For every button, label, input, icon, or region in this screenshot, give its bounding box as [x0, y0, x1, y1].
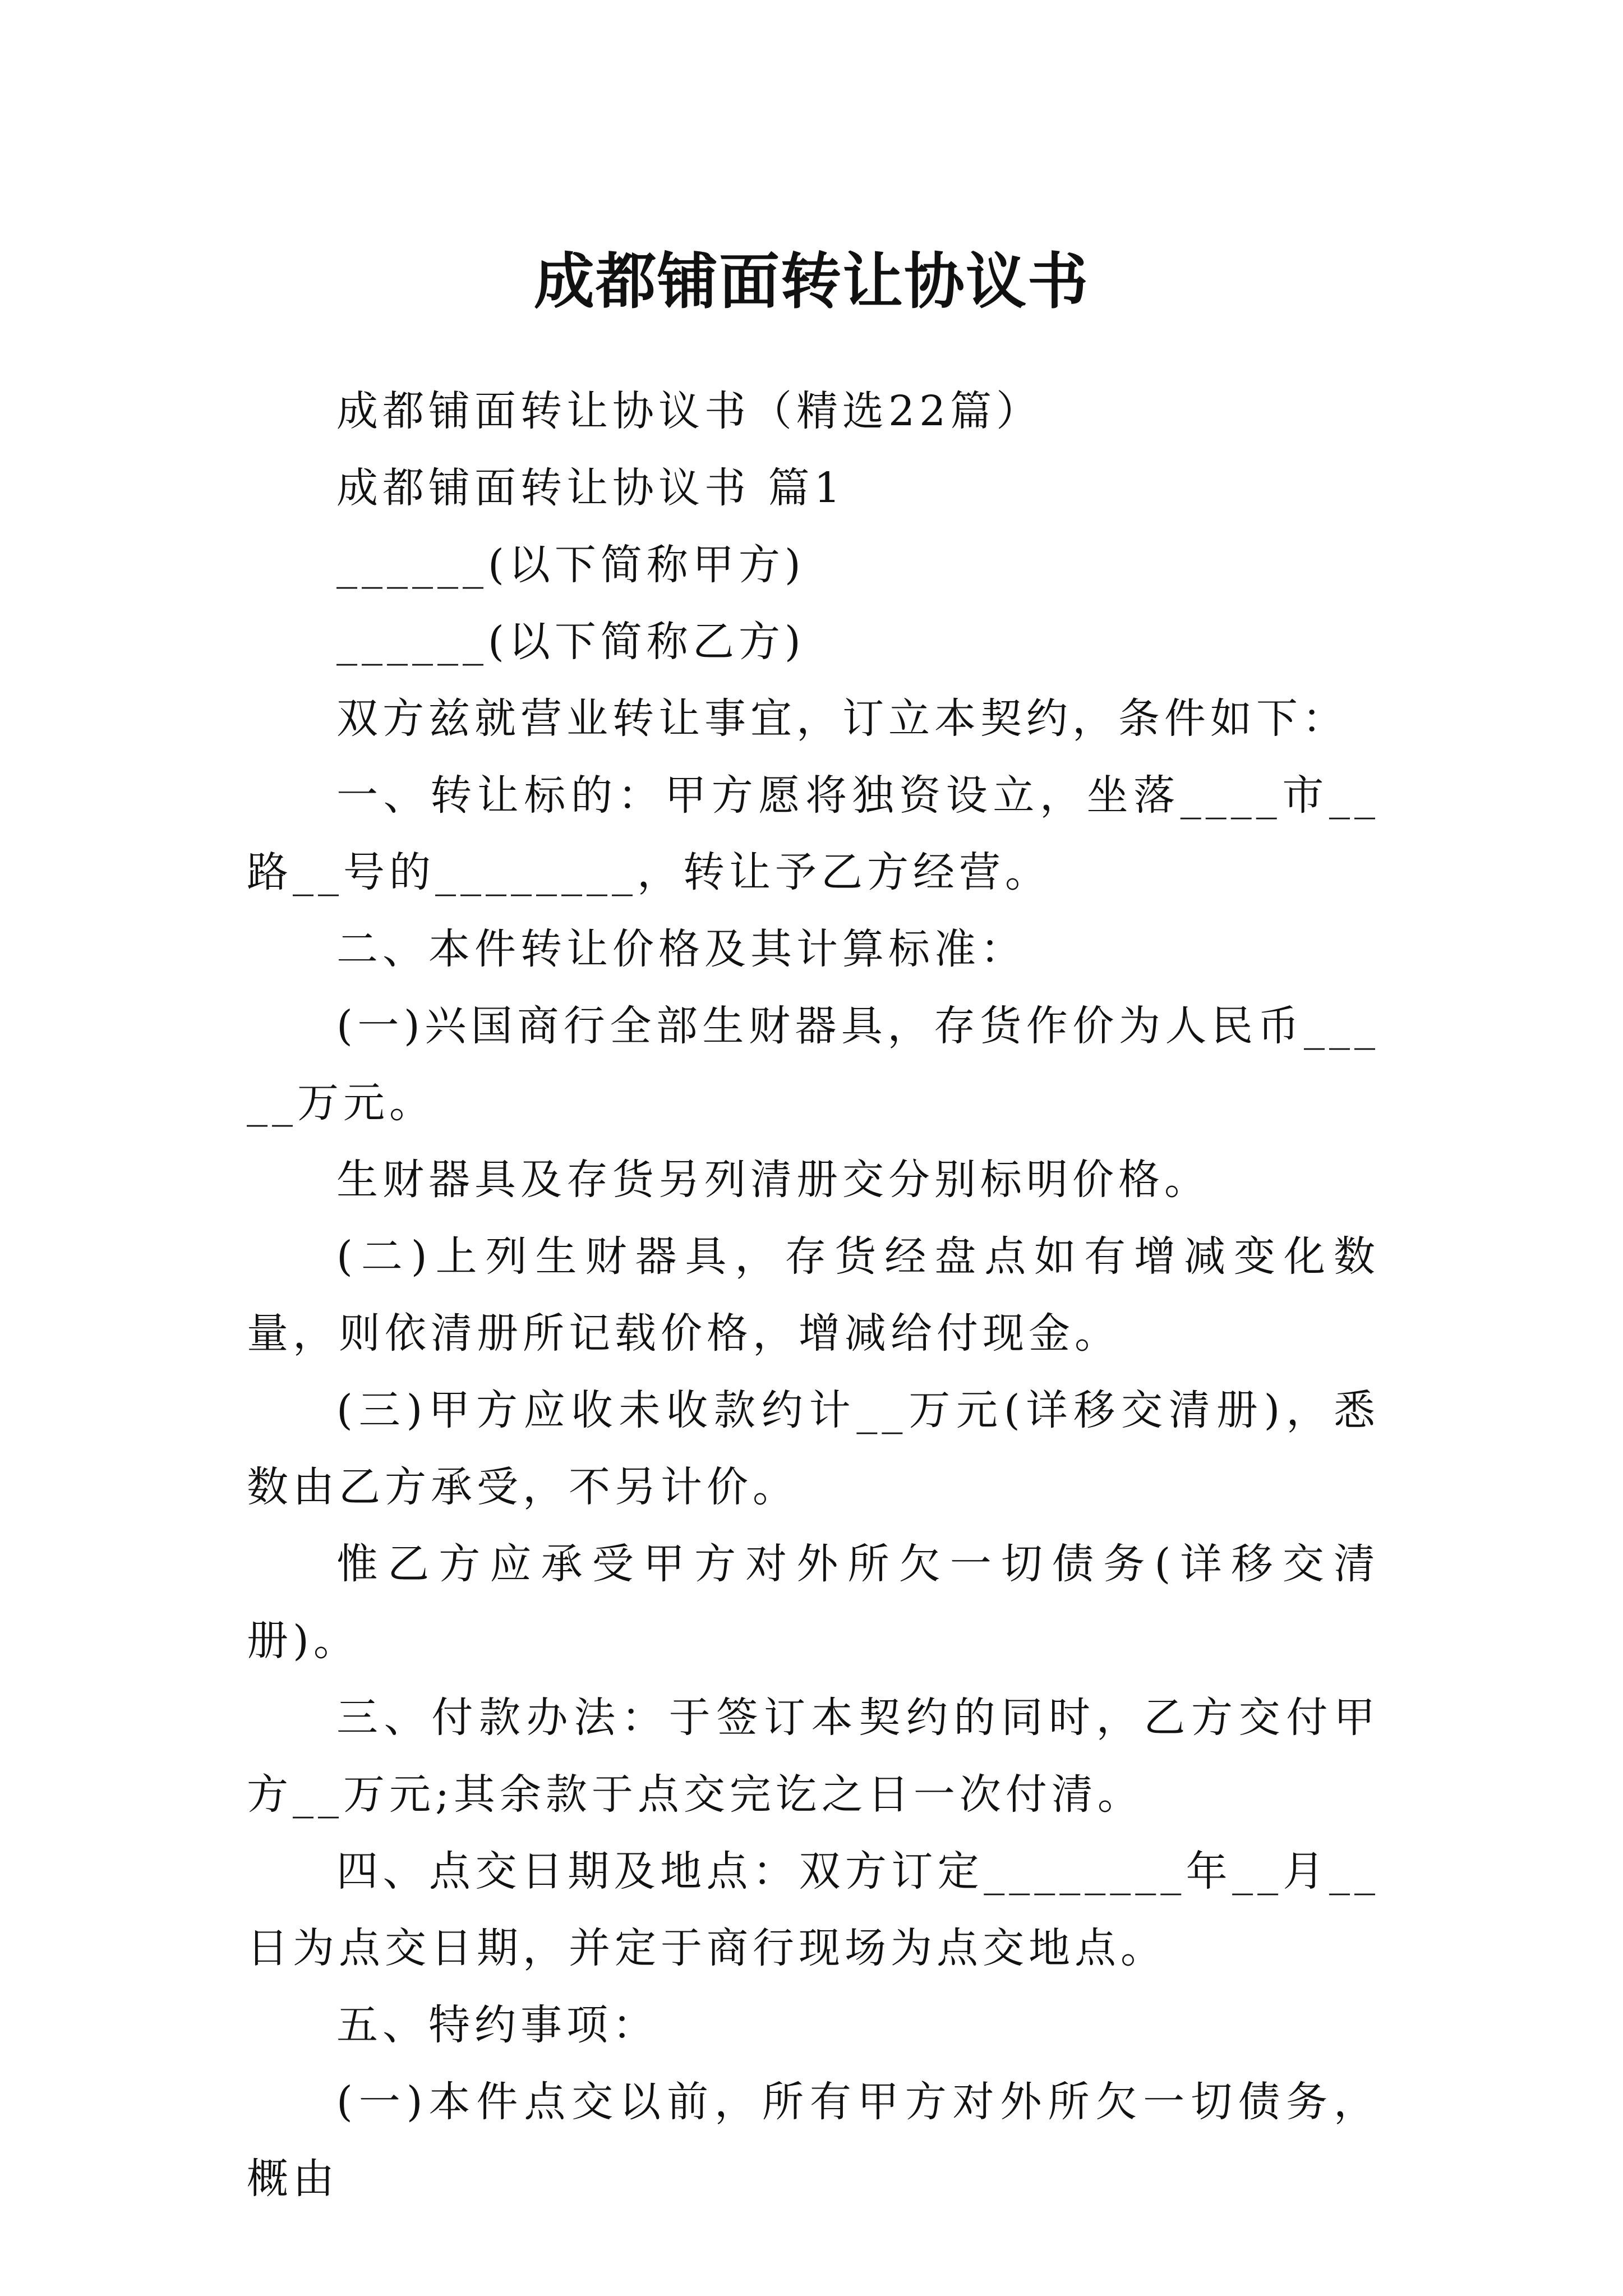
paragraph: (二)上列生财器具，存货经盘点如有增减变化数量，则依清册所记载价格，增减给付现金。: [247, 1232, 1380, 1358]
paragraph: 惟乙方应承受甲方对外所欠一切债务(详移交清册)。: [247, 1540, 1380, 1665]
document-title: 成都铺面转让协议书: [533, 246, 1089, 318]
paragraph: 四、点交日期及地点：双方订定________年__月__日为点交日期，并定于商行现场为点交地点。: [247, 1847, 1380, 1972]
paragraph: (一)本件点交以前，所有甲方对外所欠一切债务，概由: [247, 2078, 1380, 2203]
paragraph: 三、付款办法：于签订本契约的同时，乙方交付甲方__万元;其余款于点交完讫之日一次付清。: [247, 1694, 1380, 1819]
paragraph: 双方兹就营业转让事宜，订立本契约，条件如下：: [336, 694, 1348, 743]
paragraph: 一、转让标的：甲方愿将独资设立，坐落____市__路__号的________，转让予乙方经营。: [247, 771, 1380, 896]
paragraph: ______(以下简称甲方): [336, 541, 805, 589]
paragraph: 成都铺面转让协议书 篇1: [336, 464, 845, 512]
paragraph: (三)甲方应收未收款约计__万元(详移交清册)，悉数由乙方承受，不另计价。: [247, 1386, 1380, 1511]
paragraph: 生财器具及存货另列清册交分别标明价格。: [336, 1156, 1210, 1204]
paragraph: (一)兴国商行全部生财器具，存货作价为人民币_____万元。: [247, 1002, 1380, 1127]
paragraph: ______(以下简称乙方): [336, 618, 805, 666]
paragraph: 成都铺面转让协议书（精选22篇）: [336, 387, 1043, 435]
paragraph: 五、特约事项：: [336, 2001, 658, 2049]
document-body: [247, 373, 1380, 2217]
paragraph: 二、本件转让价格及其计算标准：: [336, 925, 1026, 973]
